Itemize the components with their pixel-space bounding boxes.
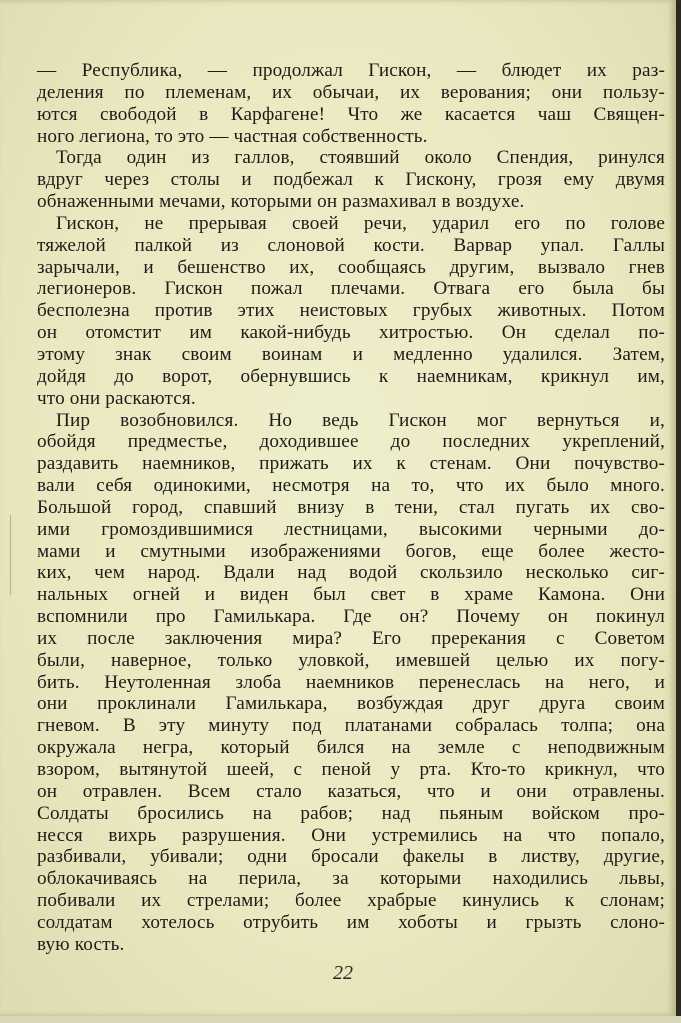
text-line: нальных огней и виден был свет в храме Камона. Они — [37, 584, 665, 606]
paragraph — [37, 147, 665, 213]
paragraph — [37, 60, 665, 147]
text-line: этому знак своим воинам и медленно удалился. Затем, — [37, 343, 665, 365]
text-line: Большой город, спавший внизу в тени, стал пугать их сво- — [37, 496, 665, 518]
text-line: облокачиваясь на перила, за которыми находились львы, — [37, 868, 665, 890]
text-line: вдруг через столы и подбежал к Гискону, грозя ему двумя — [37, 169, 665, 191]
text-line: раздавить наемников, прижать их к стенам. Они почувство- — [37, 453, 665, 475]
text-line: вспомнили про Гамилькара. Где он? Почему он покинул — [37, 606, 665, 628]
text-line: легионеров. Гискон пожал плечами. Отвага его была бы — [37, 278, 665, 300]
text-line: ного легиона, то это — частная собственность. — [37, 125, 428, 147]
page-number: 22 — [333, 962, 353, 984]
text-line: бить. Неутоленная злоба наемников перенеслась на него, и — [37, 671, 665, 693]
text-line: мами и смутными изображениями богов, еще более жесто- — [37, 540, 665, 562]
paragraph — [37, 213, 665, 410]
text-line: солдатам хотелось отрубить им хоботы и грызть слоно- — [37, 911, 665, 933]
text-line: несся вихрь разрушения. Они устремились на что попало, — [37, 824, 665, 846]
text-line: бесполезна против этих неистовых грубых животных. Потом — [37, 300, 665, 322]
text-line: побивали их стрелами; более храбрые кинулись к слонам; — [37, 890, 665, 912]
text-line: Тогда один из галлов, стоявший около Спендия, ринулся — [56, 147, 665, 169]
text-line: деления по племенам, их обычаи, их верования; они пользу- — [37, 81, 665, 103]
text-line: ими громоздившимися лестницами, высокими черными до- — [37, 518, 665, 540]
text-line: вую кость. — [37, 933, 125, 955]
text-line: Гискон, не прерывая своей речи, ударил его по голове — [56, 212, 665, 234]
text-line: обнаженными мечами, которыми он размахивал в воздухе. — [37, 191, 525, 213]
text-line: — Республика, — продолжал Гискон, — блюдет их раз- — [37, 60, 665, 81]
text-line: Пир возобновился. Но ведь Гискон мог вернуться и, — [56, 409, 665, 431]
text-line: были, наверное, только уловкой, имевшей целью их погу- — [37, 649, 665, 671]
body-text — [37, 60, 665, 956]
paragraph — [37, 410, 665, 956]
text-line: он отравлен. Всем стало казаться, что и они отравлены. — [37, 780, 665, 802]
text-line: тяжелой палкой из слоновой кости. Варвар упал. Галлы — [37, 234, 665, 256]
text-line: взором, вытянутой шеей, с пеной у рта. Кто-то крикнул, что — [37, 759, 665, 780]
text-line: вали себя одинокими, несмотря на то, что их было много. — [37, 475, 665, 497]
text-line: обойдя предместье, доходившее до последних укреплений, — [37, 431, 665, 453]
text-line: ются свободой в Карфагене! Что же касается чаш Священ- — [37, 103, 665, 125]
text-line: гневом. В эту минуту под платанами собралась толпа; она — [37, 715, 665, 737]
text-line: их после заключения мира? Его пререкания с Советом — [37, 627, 665, 649]
scan-artifact-line — [10, 515, 11, 595]
text-line: что они раскаются. — [37, 387, 196, 409]
scan-edge — [0, 1016, 681, 1023]
text-line: разбивали, убивали; одни бросали факелы в листву, другие, — [37, 846, 665, 868]
text-line: дойдя до ворот, обернувшись к наемникам, крикнул им, — [37, 365, 665, 387]
text-line: окружала негра, который бился на земле с неподвижным — [37, 737, 665, 759]
text-line: он отомстит им какой-нибудь хитростью. Он сделал по- — [37, 322, 665, 344]
text-line: ких, чем народ. Вдали над водой скользило несколько сиг- — [37, 562, 665, 584]
text-line: зарычали, и бешенство их, сообщаясь другим, вызвало гнев — [37, 256, 665, 278]
text-line: Солдаты бросились на рабов; над пьяным войском про- — [37, 802, 665, 824]
text-line: они проклинали Гамилькара, возбуждая друг друга своим — [37, 693, 665, 715]
